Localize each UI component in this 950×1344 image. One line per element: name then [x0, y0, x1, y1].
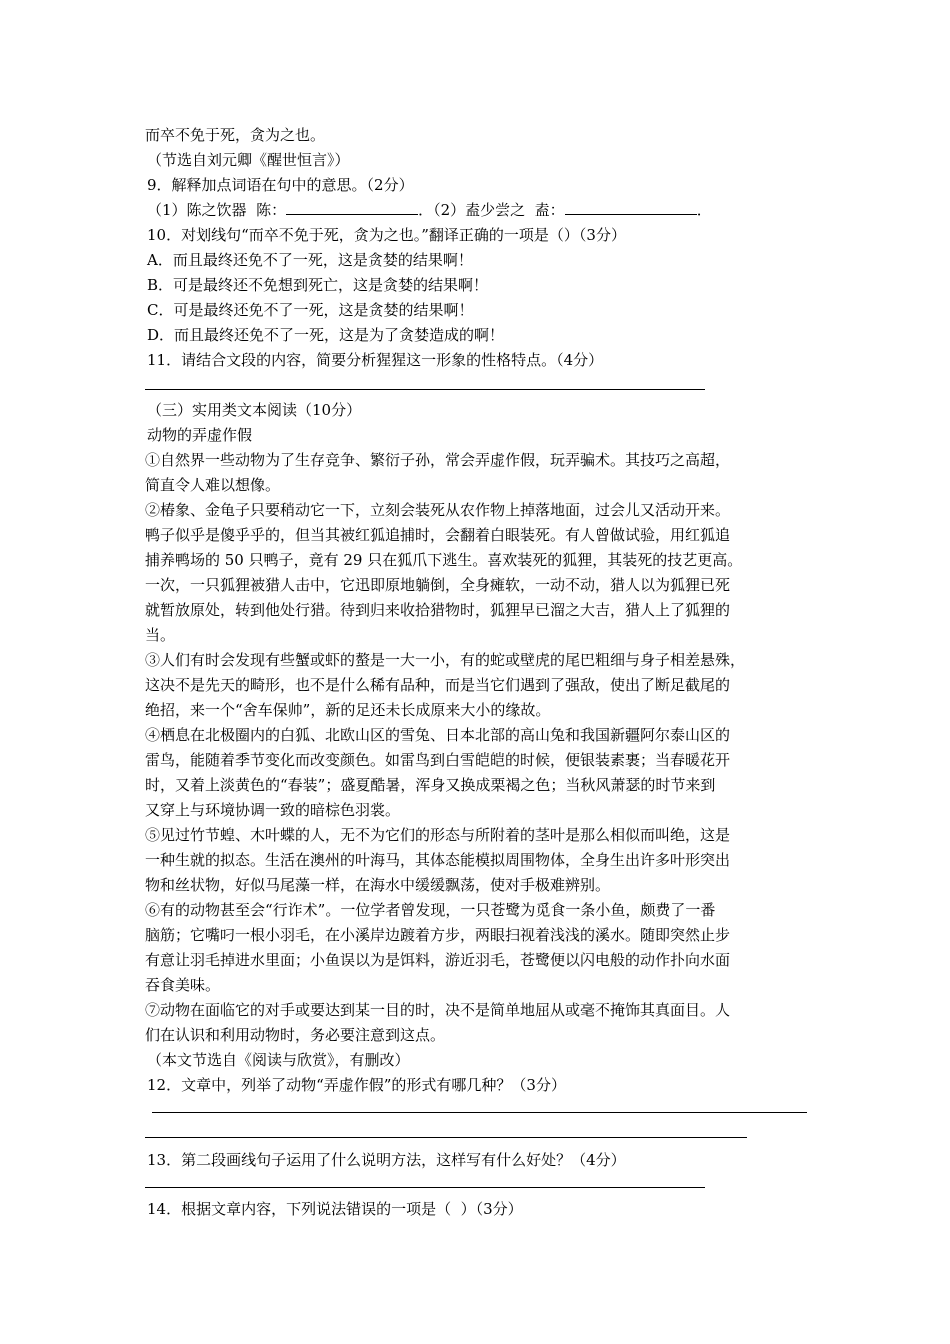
q9-separator: ．（2）盍少尝之 盍： — [418, 201, 565, 219]
question-10-stem: 10．对划线句“而卒不免于死，贪为之也。”翻译正确的一项是（）（3分） — [147, 226, 626, 244]
article-line: 绝招，来一个“舍车保帅”，新的足还未长成原来大小的缘故。 — [145, 701, 551, 719]
article-title: 动物的弄虚作假 — [147, 426, 253, 444]
article-line: 有意让羽毛掉进水里面；小鱼误以为是饵料，游近羽毛，苍鹭便以闪电般的动作扑向水面 — [145, 951, 731, 969]
article-line: 简直令人难以想像。 — [145, 476, 281, 494]
section-3-heading: （三）实用类文本阅读（10分） — [147, 401, 362, 419]
article-source: （本文节选自《阅读与欣赏》，有删改） — [147, 1051, 410, 1069]
passage-tail: 而卒不免于死，贪为之也。 — [145, 126, 326, 144]
q11-answer-line[interactable] — [145, 389, 705, 390]
article-line: 又穿上与环境协调一致的暗棕色羽裳。 — [145, 801, 401, 819]
passage-source: （节选自刘元卿《醒世恒言》） — [147, 151, 350, 169]
article-line: ③人们有时会发现有些蟹或虾的螯是一大一小，有的蛇或壁虎的尾巴粗细与身子相差悬殊， — [145, 651, 746, 669]
q12-answer-line-2[interactable] — [145, 1137, 747, 1138]
question-14-stem: 14．根据文章内容，下列说法错误的一项是（ ）（3分） — [147, 1200, 523, 1218]
q10-option-a: A．而且最终还免不了一死，这是贪婪的结果啊！ — [147, 251, 473, 269]
q10-option-b: B．可是最终还不免想到死亡，这是贪婪的结果啊！ — [147, 276, 489, 294]
article-line: 一次，一只狐狸被猎人击中，它迅即原地躺倒，全身瘫软，一动不动，猎人以为狐狸已死 — [145, 576, 731, 594]
article-line: 这决不是先天的畸形，也不是什么稀有品种，而是当它们遇到了强敌，使出了断足截尾的 — [145, 676, 731, 694]
q12-answer-line-1[interactable] — [152, 1112, 807, 1113]
q13-answer-line[interactable] — [145, 1187, 705, 1188]
article-line: 时，又着上淡黄色的“春装”；盛夏酷暑，浑身又换成栗褐之色；当秋风萧瑟的时节来到 — [145, 776, 716, 794]
article-line: 吞食美味。 — [145, 976, 221, 994]
article-line: ⑦动物在面临它的对手或要达到某一目的时，决不是简单地屈从或毫不掩饰其真面目。人 — [145, 1001, 731, 1019]
article-line: ④栖息在北极圈内的白狐、北欧山区的雪兔、日本北部的高山兔和我国新疆阿尔泰山区的 — [145, 726, 731, 744]
question-9-stem: 9．解释加点词语在句中的意思。（2分） — [147, 176, 414, 194]
article-line: 物和丝状物，好似马尾藻一样，在海水中缓缓飘荡，使对手极难辨别。 — [145, 876, 611, 894]
q9-answer-blank-1[interactable] — [286, 200, 418, 215]
article-line: 雷鸟，能随着季节变化而改变颜色。如雷鸟到白雪皑皑的时候，便银装素裹；当春暖花开 — [145, 751, 731, 769]
article-line: 捕养鸭场的 50 只鸭子，竟有 29 只在狐爪下逃生。喜欢装死的狐狸，其装死的技艺更高。 — [145, 551, 743, 569]
q10-option-d: D．而且最终还免不了一死，这是为了贪婪造成的啊！ — [147, 326, 505, 344]
article-line: 当。 — [145, 626, 176, 644]
article-line: ⑤见过竹节蝗、木叶蝶的人，无不为它们的形态与所附着的茎叶是那么相似而叫绝，这是 — [145, 826, 731, 844]
article-line: 脑筋；它嘴叼一根小羽毛，在小溪岸边踱着方步，两眼扫视着浅浅的溪水。随即突然止步 — [145, 926, 731, 944]
article-line: 就暂放原处，转到他处行猎。待到归来收拾猎物时，狐狸早已溜之大吉，猎人上了狐狸的 — [145, 601, 731, 619]
question-9-parts — [147, 199, 712, 221]
article-line: ⑥有的动物甚至会“行诈术”。一位学者曾发现，一只苍鹭为觅食一条小鱼，颇费了一番 — [145, 901, 716, 919]
q9-part1-label: （1）陈之饮器 陈： — [147, 201, 287, 219]
article-line: ①自然界一些动物为了生存竞争、繁衍子孙，常会弄虚作假，玩弄骗术。其技巧之高超， — [145, 451, 731, 469]
question-11-stem: 11．请结合文段的内容，简要分析猩猩这一形象的性格特点。（4分） — [147, 351, 604, 369]
q9-end: ． — [696, 201, 712, 219]
q9-answer-blank-2[interactable] — [565, 200, 697, 215]
q10-option-c: C．可是最终还免不了一死，这是贪婪的结果啊！ — [147, 301, 474, 319]
article-line: 一种生就的拟态。生活在澳州的叶海马，其体态能模拟周围物体，全身生出许多叶形突出 — [145, 851, 731, 869]
article-line: ②椿象、金龟子只要稍动它一下，立刻会装死从农作物上掉落地面，过会儿又活动开来。 — [145, 501, 731, 519]
question-12-stem: 12．文章中，列举了动物“弄虚作假”的形式有哪几种？（3分） — [147, 1076, 566, 1094]
article-line: 鸭子似乎是傻乎乎的，但当其被红狐追捕时，会翻着白眼装死。有人曾做试验，用红狐追 — [145, 526, 731, 544]
question-13-stem: 13．第二段画线句子运用了什么说明方法，这样写有什么好处？（4分） — [147, 1151, 626, 1169]
article-line: 们在认识和利用动物时，务必要注意到这点。 — [145, 1026, 446, 1044]
